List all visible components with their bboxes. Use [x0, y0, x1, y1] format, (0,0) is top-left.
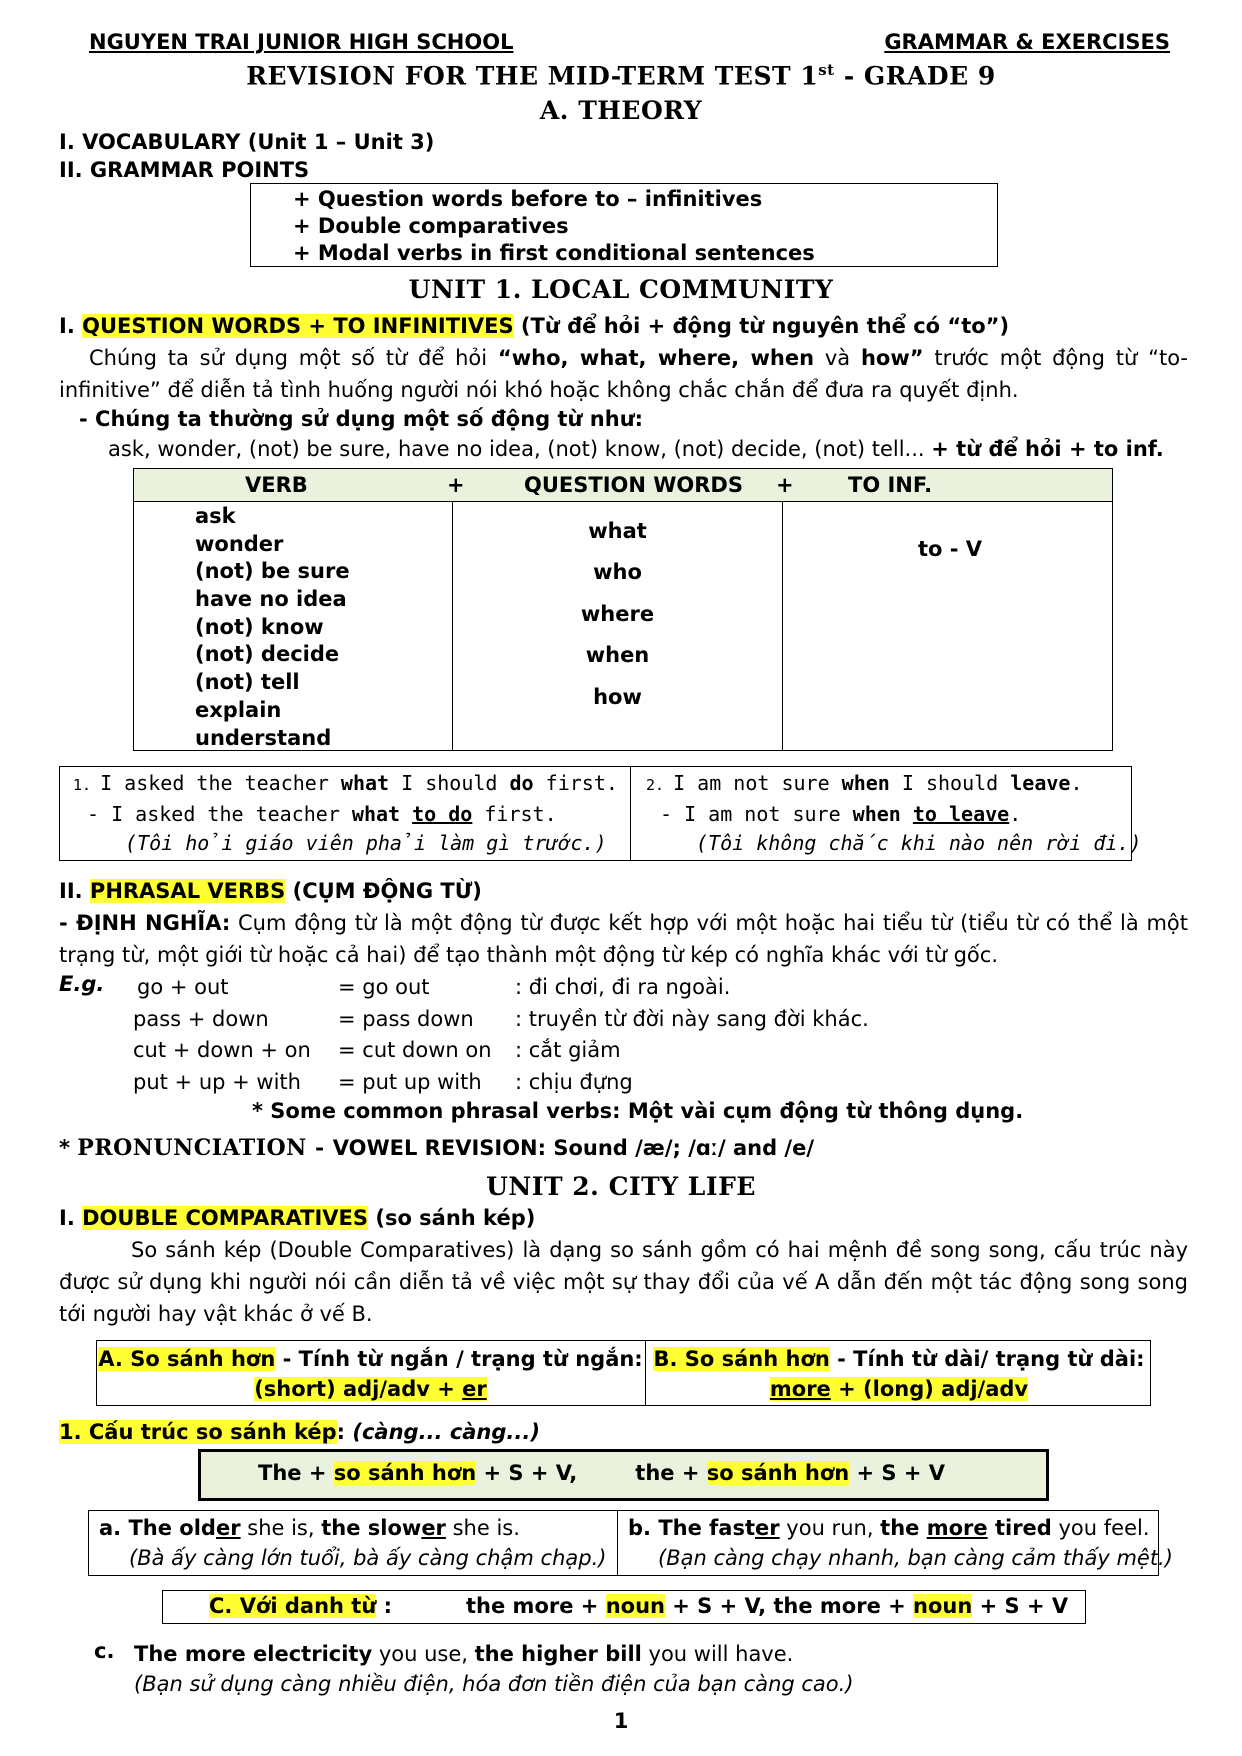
unit1-s1-heading: I. QUESTION WORDS + TO INFINITIVES (Từ để hỏi + động từ nguyên thể có “to”) [59, 314, 1010, 338]
example-c: The more electricity you use, the higher bill you will have. (Bạn sử dụng càng nhiều điện, hóa đơn tiền điện của bạn càng cao.) [134, 1642, 854, 1696]
question-word-list [453, 511, 782, 718]
to-inf-value: to - V [918, 537, 983, 561]
example-b: b. The faster you run, the more tired you feel. (Bạn càng chạy nhanh, bạn càng cảm thấy mệt.) [628, 1516, 1173, 1570]
list-item: (not) decide [195, 642, 340, 667]
list-item: ask [195, 504, 236, 528]
list-item: (not) be sure [195, 559, 350, 584]
unit2-paragraph: So sánh kép (Double Comparatives) là dạng so sánh gồm có hai mệnh đề song song, cấu trúc này được sử dụng khi người nói cần diễn tả về việc một sự thay đổi của vế A dẫn đến một tác động song song tới người hay vật khác ở vế B. [59, 1238, 1188, 1326]
list-item: (not) know [195, 614, 324, 639]
grammar-points-list: + Question words before to – infinitives + Double comparatives + Modal verbs in first conditional sentences [293, 187, 815, 265]
unit2-s1-heading: I. DOUBLE COMPARATIVES (so sánh kép) [59, 1206, 536, 1230]
list-item: have no idea [195, 587, 347, 612]
list-item: where [580, 601, 655, 626]
th-plus-2: + [776, 473, 794, 497]
unit1-s1-bullet: - Chúng ta thường sử dụng một số động từ như: [79, 407, 644, 431]
example-a: a. The older she is, the slower she is. (Bà ấy càng lớn tuổi, bà ấy càng chậm chạp.) [99, 1516, 607, 1570]
page-number: 1 [613, 1709, 629, 1733]
example-2: 2. I am not sure when I should leave. - I am not sure when to leave. (Tôi không chắc khi nào nên rời đi.) [646, 771, 1142, 855]
list-item: (not) tell [195, 670, 300, 695]
structure-formula: The + so sánh hơn + S + V, the + so sánh hơn + S + V [258, 1461, 946, 1485]
unit1-s1-paragraph: Chúng ta sử dụng một số từ để hỏi “who, what, where, when và how” trước một động từ “to-infinitive” để diễn tả tình huống người nói khó hoặc không chắc chắn để đưa ra quyết định. [59, 346, 1189, 402]
example-c-label: c. [94, 1639, 115, 1663]
list-item: who [593, 560, 642, 585]
section-title: A. THEORY [539, 96, 703, 125]
unit1-s1-verbs-line: ask, wonder, (not) be sure, have no idea, (not) know, (not) decide, (not) tell... + từ để hỏi + to inf. [108, 437, 1164, 461]
list-item: when [585, 643, 650, 668]
th-question-words: QUESTION WORDS [524, 473, 743, 497]
example-1: 1. I asked the teacher what I should do first. - I asked the teacher what to do first. (Tôi hỏi giáo viên phải làm gì trước.) [73, 771, 618, 855]
subject-name: GRAMMAR & EXERCISES [884, 30, 1170, 54]
common-phrasal-note: * Some common phrasal verbs: Một vài cụm động từ thông dụng. [252, 1099, 1024, 1123]
list-item: understand [195, 725, 332, 750]
list-item: how [593, 684, 642, 709]
noun-formula: C. Với danh từ : the more + noun + S + V, the more + noun + S + V [209, 1594, 1069, 1618]
th-to-inf: TO INF. [848, 473, 933, 497]
phrasal-definition: - ĐỊNH NGHĨA: Cụm động từ là một động từ được kết hợp với một hoặc hai tiểu từ (tiểu từ có thể là một trạng từ, một giới từ hoặc cả hai) để tạo thành một động từ kép có nghĩa khác với từ gốc. [59, 911, 1189, 967]
structure-heading: 1. Cấu trúc so sánh kép: (càng... càng...) [59, 1420, 540, 1444]
list-item: wonder [195, 531, 284, 556]
outline-grammar: II. GRAMMAR POINTS [59, 158, 310, 182]
pronunciation-line: * PRONUNCIATION - VOWEL REVISION: Sound /æ/; /ɑː/ and /e/ [59, 1135, 814, 1161]
verb-list [195, 503, 350, 752]
school-name: NGUYEN TRAI JUNIOR HIGH SCHOOL [89, 30, 514, 54]
unit1-title: UNIT 1. LOCAL COMMUNITY [408, 275, 834, 304]
page-title: REVISION FOR THE MID-TERM TEST 1st - GRADE 9 [246, 61, 996, 91]
comparative-long: B. So sánh hơn - Tính từ dài/ trạng từ dài: more + (long) adj/adv [653, 1347, 1145, 1401]
unit1-s2-heading: II. PHRASAL VERBS (CỤM ĐỘNG TỪ) [59, 879, 482, 903]
unit2-title: UNIT 2. CITY LIFE [486, 1172, 756, 1201]
comparative-short: A. So sánh hơn - Tính từ ngắn / trạng từ ngắn: (short) adj/adv + er [98, 1347, 643, 1401]
list-item: what [588, 519, 647, 543]
list-item: explain [195, 697, 282, 722]
eg-label: E.g. [59, 972, 105, 996]
th-verb: VERB [245, 473, 308, 497]
outline-vocab: I. VOCABULARY (Unit 1 – Unit 3) [59, 130, 435, 154]
th-plus-1: + [447, 473, 465, 497]
